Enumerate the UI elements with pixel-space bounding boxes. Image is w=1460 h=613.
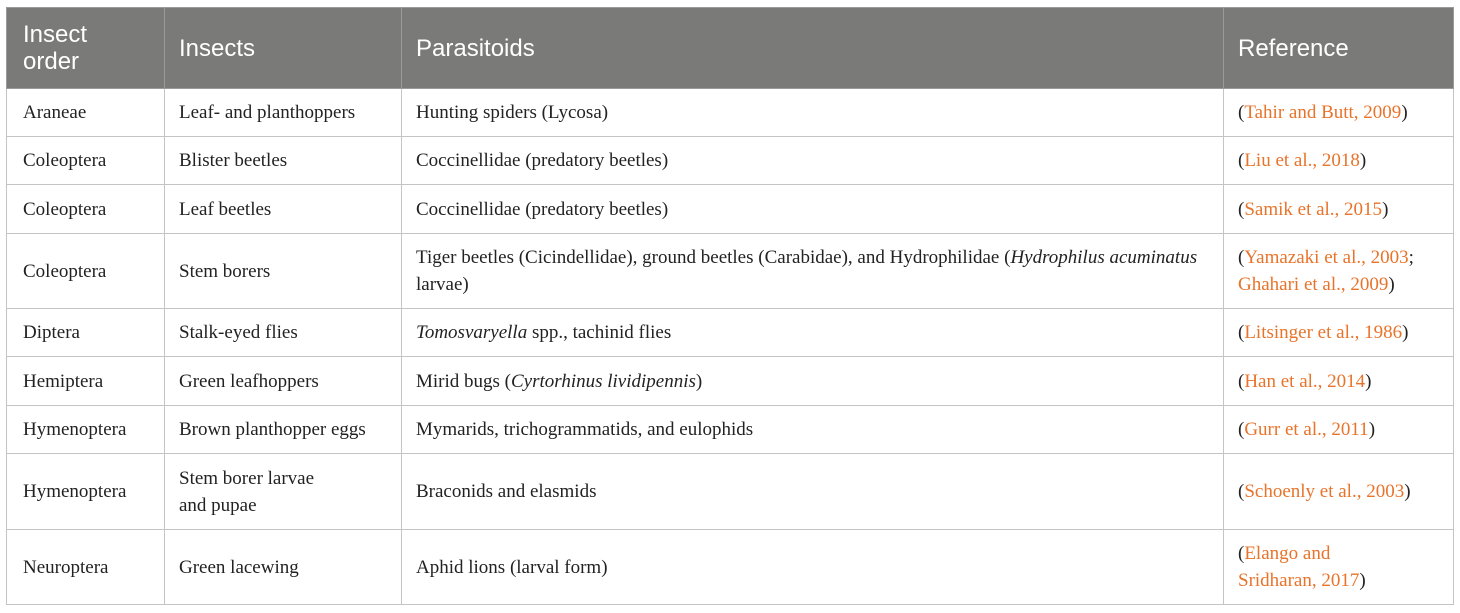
reference-link[interactable]: Ghahari et al., 2009 [1238, 274, 1389, 295]
header-insects: Insects [165, 8, 402, 89]
cell-insect-order: Coleoptera [7, 137, 165, 185]
reference-open-paren: ( [1238, 419, 1245, 440]
reference-close-paren: ) [1359, 570, 1366, 591]
table-body [7, 89, 1454, 605]
reference-link[interactable]: Gurr et al., 2011 [1244, 419, 1369, 440]
table-row [7, 137, 1454, 185]
reference-link[interactable]: Samik et al., 2015 [1244, 198, 1383, 220]
cell-reference [1224, 185, 1454, 234]
cell-reference [1224, 89, 1454, 137]
cell-parasitoids [402, 185, 1224, 234]
cell-reference [1224, 137, 1454, 185]
cell-parasitoids [402, 137, 1224, 185]
reference-open-paren: ( [1238, 198, 1245, 220]
cell-insect-order: Araneae [7, 89, 165, 137]
cell-insects: Brown planthopper eggs [165, 406, 402, 454]
reference-close-paren: ) [1365, 370, 1372, 392]
cell-reference [1224, 234, 1454, 309]
table-row [7, 530, 1454, 605]
cell-insects: Leaf- and planthoppers [165, 89, 402, 137]
cell-parasitoids [402, 309, 1224, 357]
cell-insects: Stem borer larvae and pupae [165, 454, 402, 530]
reference-open-paren: ( [1238, 150, 1245, 171]
cell-insect-order: Coleoptera [7, 185, 165, 234]
reference-link[interactable]: Schoenly et al., 2003 [1244, 481, 1405, 502]
cell-parasitoids [402, 530, 1224, 605]
reference-close-paren: ) [1382, 198, 1389, 220]
parasitoid-text: Tiger beetles (Cicindellidae), ground beetles (Carabidae), and Hydrophilidae ( [416, 247, 1011, 268]
reference-open-paren: ( [1238, 102, 1245, 123]
cell-parasitoids [402, 406, 1224, 454]
table-row [7, 234, 1454, 309]
parasitoid-text: Mirid bugs ( [416, 370, 511, 392]
cell-insect-order: Diptera [7, 309, 165, 357]
cell-reference [1224, 406, 1454, 454]
species-name-italic: Tomosvaryella [416, 322, 528, 343]
header-parasitoids: Parasitoids [402, 8, 1224, 89]
cell-insects: Green leafhoppers [165, 357, 402, 406]
cell-reference [1224, 454, 1454, 530]
reference-close-paren: ) [1402, 322, 1409, 343]
cell-insects: Stalk-eyed flies [165, 309, 402, 357]
reference-close-paren: ) [1388, 274, 1395, 295]
reference-open-paren: ( [1238, 370, 1245, 392]
parasitoid-text: ) [695, 370, 703, 392]
cell-insect-order: Hymenoptera [7, 406, 165, 454]
reference-open-paren: ( [1238, 481, 1245, 502]
reference-close-paren: ) [1404, 481, 1411, 502]
cell-parasitoids [402, 454, 1224, 530]
table-row [7, 357, 1454, 406]
cell-reference [1224, 530, 1454, 605]
reference-close-paren: ) [1401, 102, 1408, 123]
cell-insect-order: Hymenoptera [7, 454, 165, 530]
cell-insect-order: Coleoptera [7, 234, 165, 309]
cell-parasitoids [402, 89, 1224, 137]
reference-link[interactable]: Han et al., 2014 [1244, 370, 1366, 392]
header-insect-order: Insect order [7, 8, 165, 89]
cell-insects: Leaf beetles [165, 185, 402, 234]
reference-link[interactable]: Elango and Sridharan, 2017 [1238, 543, 1360, 591]
table-row [7, 185, 1454, 234]
parasitoid-text: larvae) [416, 274, 469, 295]
table-row [7, 89, 1454, 137]
cell-reference [1224, 357, 1454, 406]
reference-open-paren: ( [1238, 247, 1245, 268]
cell-parasitoids [402, 234, 1224, 309]
table-row [7, 454, 1454, 530]
parasitoid-text: Braconids and elasmids [416, 481, 597, 502]
cell-insects: Green lacewing [165, 530, 402, 605]
cell-reference [1224, 309, 1454, 357]
parasitoid-text: Mymarids, trichogrammatids, and eulophids [416, 419, 754, 440]
parasitoid-text: Coccinellidae (predatory beetles) [416, 150, 669, 171]
reference-open-paren: ( [1238, 543, 1245, 564]
cell-insect-order: Hemiptera [7, 357, 165, 406]
reference-close-paren: ) [1368, 419, 1376, 440]
parasitoid-text: Aphid lions (larval form) [416, 556, 608, 578]
parasitoid-text: Hunting spiders (Lycosa) [416, 102, 609, 123]
reference-link[interactable]: Litsinger et al., 1986 [1244, 322, 1403, 343]
reference-link[interactable]: Tahir and Butt, 2009 [1244, 102, 1402, 123]
table-row [7, 406, 1454, 454]
insect-parasitoid-table [6, 7, 1454, 605]
species-name-italic: Hydrophilus acuminatus [1010, 247, 1198, 268]
cell-insects: Stem borers [165, 234, 402, 309]
header-reference: Reference [1224, 8, 1454, 89]
reference-link[interactable]: Liu et al., 2018 [1244, 150, 1360, 171]
reference-link[interactable]: Yamazaki et al., 2003 [1244, 247, 1409, 268]
reference-separator: ; [1408, 247, 1414, 268]
parasitoid-text: spp., tachinid flies [527, 322, 672, 343]
table-row [7, 309, 1454, 357]
species-name-italic: Cyrtorhinus lividipennis [511, 370, 696, 392]
reference-open-paren: ( [1238, 322, 1245, 343]
cell-insects: Blister beetles [165, 137, 402, 185]
cell-parasitoids [402, 357, 1224, 406]
reference-close-paren: ) [1359, 150, 1367, 171]
parasitoid-text: Coccinellidae (predatory beetles) [416, 198, 669, 220]
cell-insect-order: Neuroptera [7, 530, 165, 605]
table-header-row [7, 8, 1454, 89]
